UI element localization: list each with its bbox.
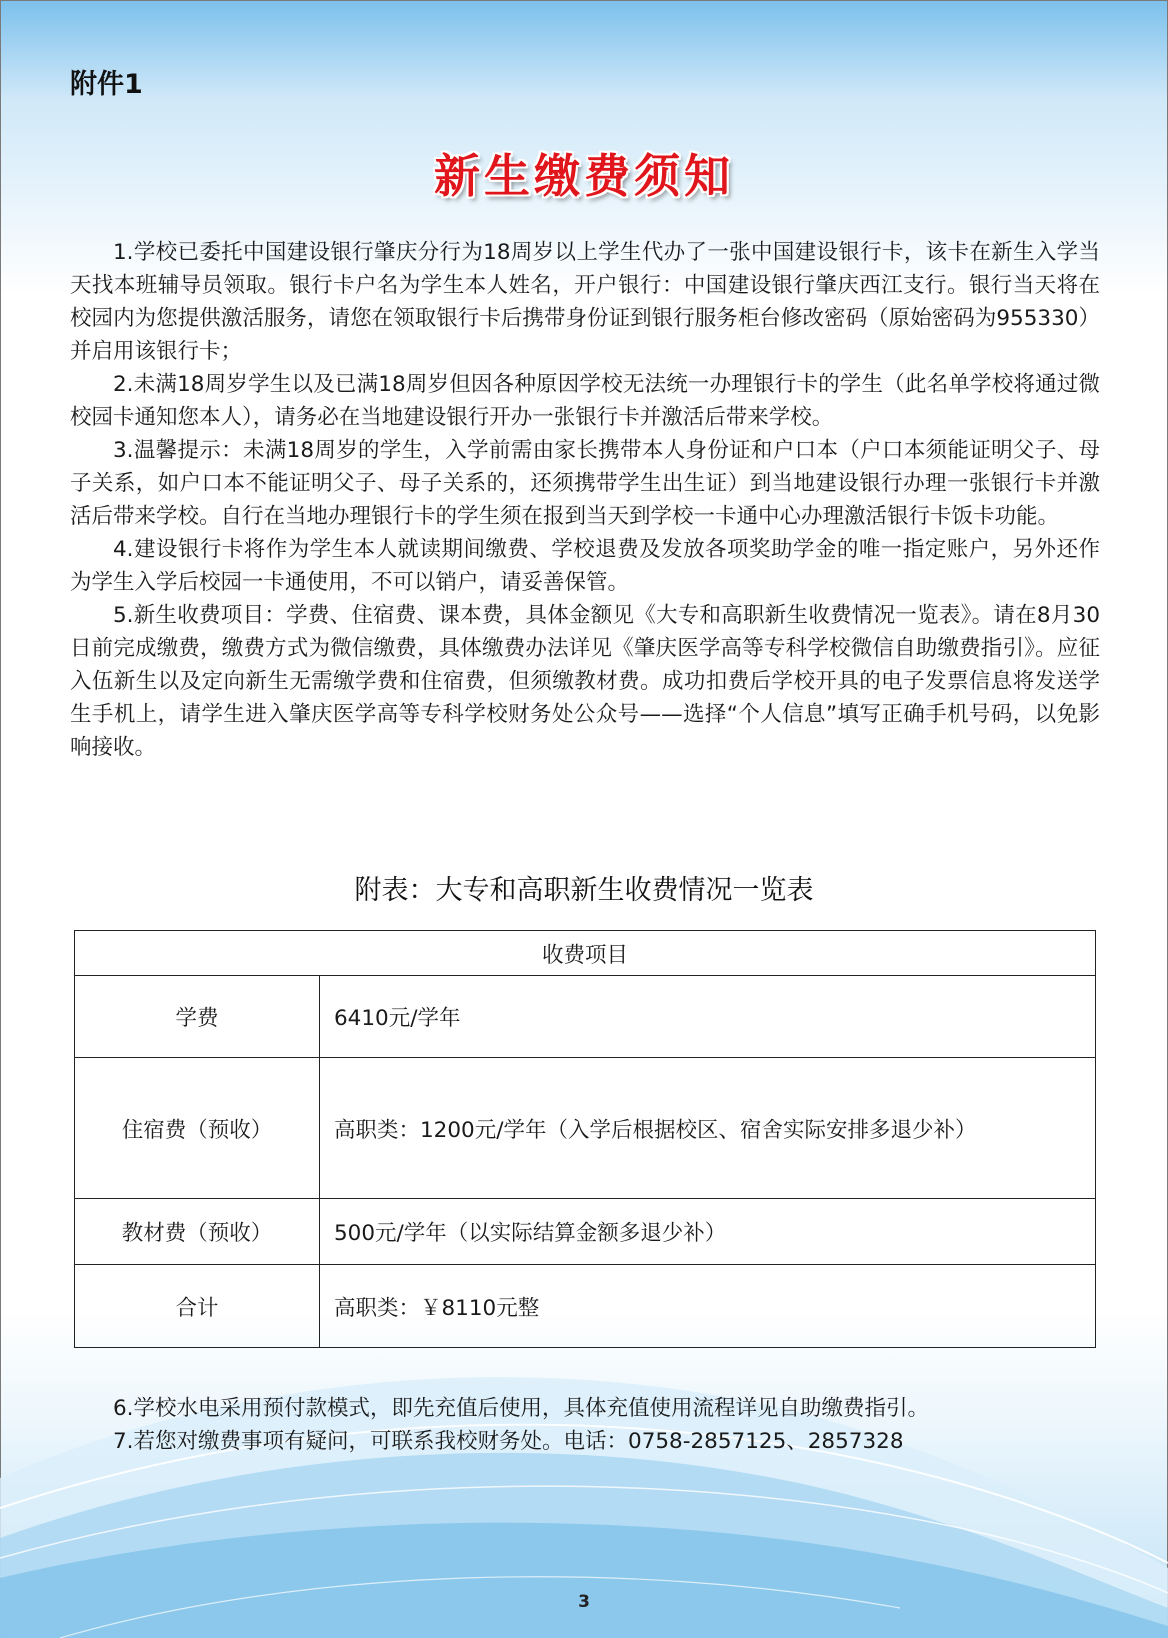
- table-row: [75, 1058, 1096, 1199]
- fee-value-textbooks: 500元/学年（以实际结算金额多退少补）: [320, 1199, 1096, 1265]
- notice-paragraph-3: 3.温馨提示：未满18周岁的学生，入学前需由家长携带本人身份证和户口本（户口本须能证明父子、母子关系，如户口本不能证明父子、母子关系的，还须携带学生出生证）到当地建设银行办理一张银行卡并激活后带来学校。自行在当地办理银行卡的学生须在报到当天到学校一卡通中心办理激活银行卡饭卡功能。: [70, 438, 1100, 529]
- fee-label-textbooks: 教材费（预收）: [75, 1199, 320, 1265]
- fee-value-accommodation: 高职类：1200元/学年（入学后根据校区、宿舍实际安排多退少补）: [320, 1058, 1096, 1199]
- notice-paragraph-1: 1.学校已委托中国建设银行肇庆分行为18周岁以上学生代办了一张中国建设银行卡，该卡在新生入学当天找本班辅导员领取。银行卡户名为学生本人姓名，开户银行：中国建设银行肇庆西江支行。银行当天将在校园内为您提供激活服务，请您在领取银行卡后携带身份证到银行服务柜台修改密码（原始密码为955330）并启用该银行卡；: [70, 240, 1100, 364]
- page-title: 新生缴费须知: [434, 149, 734, 203]
- fee-value-total: 高职类：￥8110元整: [320, 1265, 1096, 1348]
- additional-notes: [70, 1392, 1110, 1458]
- notice-paragraph-4: 4.建设银行卡将作为学生本人就读期间缴费、学校退费及发放各项奖助学金的唯一指定账户，另外还作为学生入学后校园一卡通使用，不可以销户，请妥善保管。: [70, 537, 1100, 595]
- note-contact: 7.若您对缴费事项有疑问，可联系我校财务处。电话：0758-2857125、2857328: [113, 1429, 904, 1454]
- decorative-waves: [0, 1308, 1168, 1638]
- fee-label-tuition: 学费: [75, 976, 320, 1058]
- fee-label-total: 合计: [75, 1265, 320, 1348]
- annex-label: 附件1: [70, 69, 143, 100]
- fee-table: [74, 930, 1096, 1348]
- fee-label-accommodation: 住宿费（预收）: [75, 1058, 320, 1199]
- table-row: [75, 1265, 1096, 1348]
- note-utilities: 6.学校水电采用预付款模式，即先充值后使用，具体充值使用流程详见自助缴费指引。: [113, 1396, 930, 1421]
- table-row: [75, 976, 1096, 1058]
- fee-table-title: 附表：大专和高职新生收费情况一览表: [354, 875, 814, 906]
- page-number: 3: [578, 1592, 590, 1612]
- notice-body: [70, 236, 1100, 764]
- fee-table-header: 收费项目: [75, 931, 1096, 976]
- notice-paragraph-5: 5.新生收费项目：学费、住宿费、课本费，具体金额见《大专和高职新生收费情况一览表》。请在8月30日前完成缴费，缴费方式为微信缴费，具体缴费办法详见《肇庆医学高等专科学校微信自助缴费指引》。应征入伍新生以及定向新生无需缴学费和住宿费，但须缴教材费。成功扣费后学校开具的电子发票信息将发送学生手机上，请学生进入肇庆医学高等专科学校财务处公众号——选择“个人信息”填写正确手机号码，以免影响接收。: [70, 603, 1100, 760]
- fee-value-tuition: 6410元/学年: [320, 976, 1096, 1058]
- notice-paragraph-2: 2.未满18周岁学生以及已满18周岁但因各种原因学校无法统一办理银行卡的学生（此名单学校将通过微校园卡通知您本人），请务必在当地建设银行开办一张银行卡并激活后带来学校。: [70, 372, 1100, 430]
- table-row: [75, 1199, 1096, 1265]
